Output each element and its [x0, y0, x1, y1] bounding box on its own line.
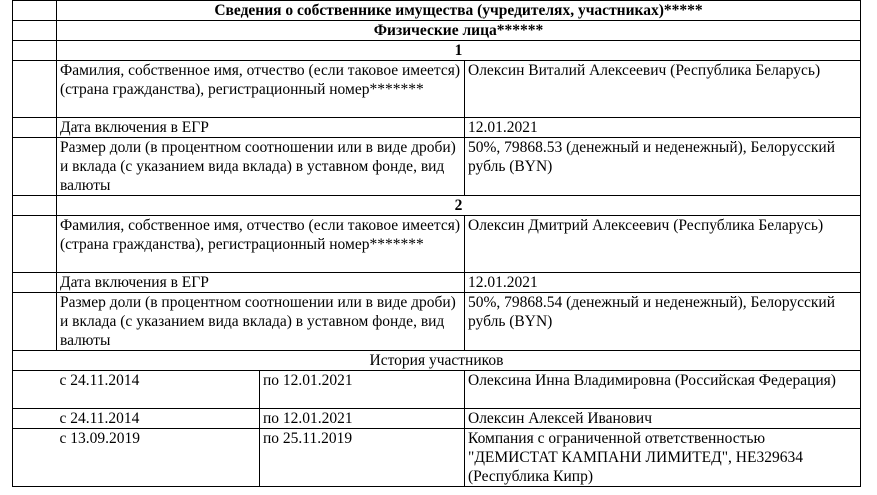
person-name: Олексин Дмитрий Алексеевич (Республика Беларусь): [465, 216, 861, 273]
section-title: Сведения о собственнике имущества (учредителях, участниках)*****: [57, 1, 861, 21]
gap-cell: [13, 1, 57, 21]
egr-date-value: 12.01.2021: [465, 273, 861, 293]
history-title: История участников: [13, 351, 861, 371]
gap-cell: [13, 273, 57, 293]
history-from: с 24.11.2014: [57, 409, 260, 429]
history-row: [13, 409, 861, 429]
history-from: с 13.09.2019: [57, 429, 260, 487]
history-to: по 25.11.2019: [260, 429, 465, 487]
gap-cell: [13, 216, 57, 273]
gap-cell: [13, 293, 57, 351]
history-name: Компания с ограниченной ответственностью "ДЕМИСТАТ КАМПАНИ ЛИМИТЕД", HE329634 (Республика Кипр): [465, 429, 861, 487]
fio-label: Фамилия, собственное имя, отчество (если таковое имеется) (страна гражданства), регистрационный номер*******: [57, 216, 465, 273]
person-share-row: [13, 138, 861, 196]
person-number-row: [13, 196, 861, 216]
egr-date-label: Дата включения в ЕГР: [57, 118, 465, 138]
person-number: 1: [57, 41, 861, 61]
person-number: 2: [57, 196, 861, 216]
history-name: Олексина Инна Владимировна (Российская Федерация): [465, 371, 861, 409]
section-subtitle: Физические лица******: [57, 21, 861, 41]
section-subtitle-row: [13, 21, 861, 41]
gap-cell: [13, 409, 57, 429]
person-number-row: [13, 41, 861, 61]
history-title-row: [13, 351, 861, 371]
history-from: с 24.11.2014: [57, 371, 260, 409]
history-to: по 12.01.2021: [260, 409, 465, 429]
history-row: [13, 371, 861, 409]
history-name: Олексин Алексей Иванович: [465, 409, 861, 429]
fio-label: Фамилия, собственное имя, отчество (если таковое имеется) (страна гражданства), регистрационный номер*******: [57, 61, 465, 118]
person-egr-row: [13, 273, 861, 293]
person-fio-row: [13, 216, 861, 273]
gap-cell: [13, 429, 57, 487]
gap-cell: [13, 61, 57, 118]
owners-document: [12, 0, 861, 487]
share-label: Размер доли (в процентном соотношении или в виде дроби) и вклада (с указанием вида вклада) в уставном фонде, вид валюты: [57, 138, 465, 196]
gap-cell: [13, 138, 57, 196]
gap-cell: [13, 21, 57, 41]
person-fio-row: [13, 61, 861, 118]
egr-date-label: Дата включения в ЕГР: [57, 273, 465, 293]
history-to: по 12.01.2021: [260, 371, 465, 409]
share-value: 50%, 79868.53 (денежный и неденежный), Белорусский рубль (BYN): [465, 138, 861, 196]
gap-cell: [13, 371, 57, 409]
egr-date-value: 12.01.2021: [465, 118, 861, 138]
gap-cell: [13, 118, 57, 138]
person-egr-row: [13, 118, 861, 138]
share-label: Размер доли (в процентном соотношении или в виде дроби) и вклада (с указанием вида вклада) в уставном фонде, вид валюты: [57, 293, 465, 351]
history-row: [13, 429, 861, 487]
section-title-row: [13, 1, 861, 21]
person-share-row: [13, 293, 861, 351]
owners-table: [12, 0, 861, 487]
share-value: 50%, 79868.54 (денежный и неденежный), Белорусский рубль (BYN): [465, 293, 861, 351]
gap-cell: [13, 41, 57, 61]
gap-cell: [13, 196, 57, 216]
person-name: Олексин Виталий Алексеевич (Республика Беларусь): [465, 61, 861, 118]
